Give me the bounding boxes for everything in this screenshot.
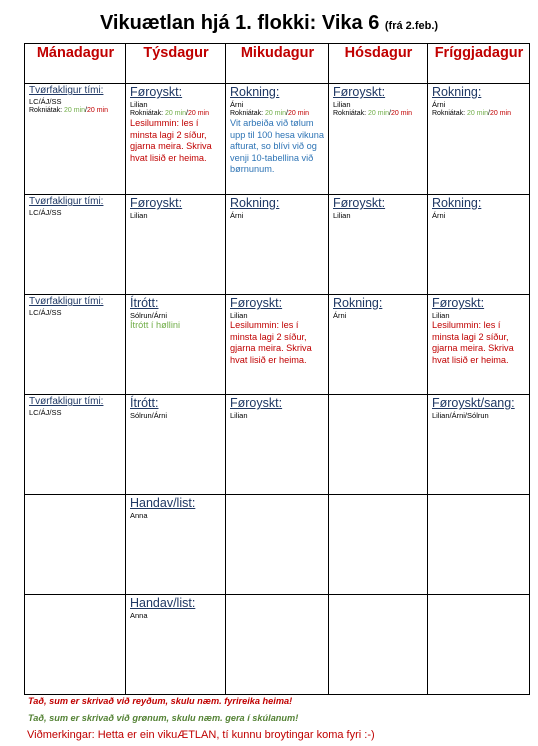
table-row [25,395,530,495]
info-note: Vit arbeiða við tølum upp til 100 hesa vikuna afturat, so blívi við og venji 10-tabellina við børnunum. [230,118,324,175]
footer-green-note: Tað, sum er skrivað við grønum, skulu næm. gera í skúlanum! [28,713,299,723]
cell-mon-5 [25,495,126,595]
subject: Føroyskt/sang: [432,396,515,410]
subject: Føroyskt: [230,396,283,410]
day-header-wednesday: Mikudagur [226,44,329,84]
cell-wed-5 [226,495,329,595]
cell-fri-2 [428,195,530,295]
cell-wed-1 [226,84,329,195]
teacher: Anna [130,511,148,520]
subject: Føroyskt: [333,196,386,210]
cell-tue-1 [126,84,226,195]
subject: Føroyskt: [432,296,485,310]
rokniatak-line: Rokniátak: 20 min/20 min [333,110,413,117]
teacher: Lilian [130,211,148,220]
subject: Rokning: [230,196,280,210]
cell-thu-2 [329,195,428,295]
table-row [25,195,530,295]
teacher: Lilian [230,311,248,320]
teacher: Sólrun/Árni [130,311,168,320]
schedule-table [24,43,530,695]
cell-mon-2 [25,195,126,295]
day-header-friday: Fríggjadagur [428,44,530,84]
cell-fri-6 [428,595,530,695]
subject: Tvørfakligur tími: [29,196,104,207]
teacher: Lilian [130,100,148,109]
day-header-monday: Mánadagur [25,44,126,84]
teacher: Lilian [333,211,351,220]
cell-thu-1 [329,84,428,195]
cell-mon-4 [25,395,126,495]
homework-note: Lesilummin: les í minsta lagi 2 síður, gjarna meira. Skriva hvat lisið er heima. [130,118,212,163]
cell-tue-5 [126,495,226,595]
subject: Ítrótt: [130,296,159,310]
table-row [25,595,530,695]
subject: Tvørfakligur tími: [29,85,104,96]
cell-fri-3 [428,295,530,395]
subject: Føroyskt: [230,296,283,310]
rokniatak-line: Rokniátak: 20 min/20 min [230,110,310,117]
teacher: Lilian [432,311,450,320]
teacher: Anna [130,611,148,620]
subject: Tvørfakligur tími: [29,396,104,407]
page-title [0,12,538,35]
cell-fri-4 [428,395,530,495]
table-row [25,295,530,395]
homework-note: Lesilummin: les í minsta lagi 2 síður, gjarna meira. Skriva hvat lisið er heima. [432,320,514,365]
teacher: Lilian [333,100,351,109]
teacher: Sólrun/Árni [130,411,168,420]
teacher: LC/ÁJ/SS [29,308,62,317]
subject: Handav/list: [130,596,196,610]
cell-thu-5 [329,495,428,595]
teacher: Árni [432,211,446,220]
cell-thu-4 [329,395,428,495]
subject: Rokning: [432,196,482,210]
subject: Ítrótt: [130,396,159,410]
footer-red-note: Tað, sum er skrivað við reyðum, skulu næm. fyrireika heima! [28,696,293,706]
cell-thu-3 [329,295,428,395]
cell-fri-1 [428,84,530,195]
cell-tue-3 [126,295,226,395]
cell-tue-6 [126,595,226,695]
subject: Tvørfakligur tími: [29,296,104,307]
cell-mon-6 [25,595,126,695]
teacher: Árni [432,100,446,109]
subject: Føroyskt: [130,196,183,210]
homework-note: Lesilummin: les í minsta lagi 2 síður, gjarna meira. Skriva hvat lisið er heima. [230,320,312,365]
subject: Handav/list: [130,496,196,510]
subject: Rokning: [432,85,482,99]
cell-fri-5 [428,495,530,595]
teacher: Lilian/Árni/Sólrun [432,411,489,420]
cell-wed-6 [226,595,329,695]
cell-tue-4 [126,395,226,495]
cell-mon-1 [25,84,126,195]
cell-wed-2 [226,195,329,295]
rokniatak-line: Rokniátak: 20 min/20 min [130,110,210,117]
teacher: Árni [230,100,244,109]
table-row [25,84,530,195]
rokniatak-line: Rokniátak: 20 min/20 min [432,110,512,117]
rokniatak-line: Rokniátak: 20 min/20 min [29,107,109,114]
cell-wed-4 [226,395,329,495]
header-row [25,44,530,84]
cell-thu-6 [329,595,428,695]
title-main: Vikuætlan hjá 1. flokki: Vika 6 [99,12,380,34]
teacher: LC/ÁJ/SS [29,208,62,217]
subject: Føroyskt: [130,85,183,99]
teacher: LC/ÁJ/SS [29,97,62,106]
teacher: Árni [333,311,347,320]
teacher: Lilian [230,411,248,420]
subject: Rokning: [333,296,383,310]
subject: Føroyskt: [333,85,386,99]
table-row [25,495,530,595]
footer-remarks: Viðmerkingar: Hetta er ein vikuÆTLAN, tí kunnu broytingar koma fyri :-) [27,729,375,741]
cell-wed-3 [226,295,329,395]
title-date: (frá 2.feb.) [384,20,439,32]
subject: Rokning: [230,85,280,99]
cell-tue-2 [126,195,226,295]
cell-mon-3 [25,295,126,395]
teacher: Árni [230,211,244,220]
teacher: LC/ÁJ/SS [29,408,62,417]
day-header-tuesday: Týsdagur [126,44,226,84]
day-header-thursday: Hósdagur [329,44,428,84]
school-note: Ítrótt í høllini [130,320,181,330]
